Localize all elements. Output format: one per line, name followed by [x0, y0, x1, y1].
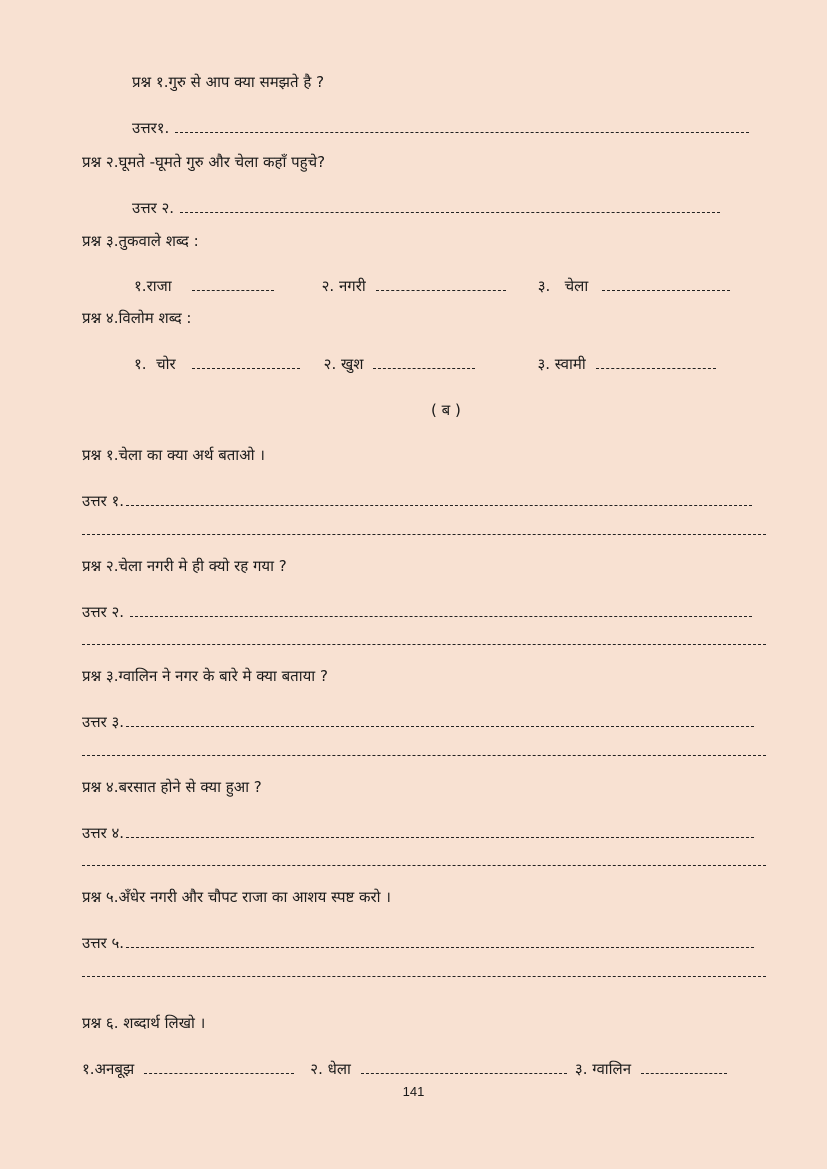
question-b3: प्रश्न ३.ग्वालिन ने नगर के बारे मे क्या बताया ? — [82, 667, 328, 685]
word-meaning-row — [82, 1059, 727, 1079]
section-b-heading: ( ब ) — [431, 401, 461, 419]
answer-blank[interactable] — [596, 368, 716, 369]
answer-line-b5[interactable]: उत्तर ५. — [82, 933, 754, 953]
answer-line-b3[interactable]: उत्तर ३. — [82, 712, 754, 732]
question-a3: प्रश्न ३.तुकवाले शब्द : — [82, 232, 199, 250]
answer-blank[interactable] — [361, 1073, 567, 1074]
answer-blank[interactable] — [130, 616, 752, 617]
answer-blank[interactable] — [144, 1073, 294, 1074]
question-b6: प्रश्न ६. शब्दार्थ लिखो । — [82, 1014, 206, 1032]
answer-blank[interactable] — [192, 290, 274, 291]
answer-blank[interactable] — [180, 212, 720, 213]
answer-line-b4[interactable]: उत्तर ४. — [82, 823, 754, 843]
answer-blank[interactable] — [602, 290, 730, 291]
answer-blank-continuation[interactable] — [82, 644, 766, 645]
word-meaning-item: ३. ग्वालिन — [574, 1060, 632, 1078]
question-b2: प्रश्न २.चेला नगरी मे ही क्यो रह गया ? — [82, 557, 287, 575]
antonym-item: १. चोर — [134, 355, 176, 373]
antonym-item: २. खुश — [323, 355, 364, 373]
question-a2: प्रश्न २.घूमते -घूमते गुरु और चेला कहाँ पहुचे? — [82, 153, 326, 171]
antonym-row — [134, 354, 716, 374]
question-b4: प्रश्न ४.बरसात होने से क्या हुआ ? — [82, 778, 262, 796]
answer-blank[interactable] — [373, 368, 475, 369]
answer-line-a1[interactable]: उत्तर१. — [132, 118, 749, 138]
question-a1: प्रश्न १.गुरु से आप क्या समझते है ? — [132, 73, 325, 91]
answer-blank[interactable] — [126, 726, 754, 727]
rhyme-words-row — [134, 276, 730, 296]
answer-line-b2[interactable]: उत्तर २. — [82, 602, 752, 622]
answer-blank[interactable] — [126, 947, 754, 948]
answer-blank-continuation[interactable] — [82, 755, 766, 756]
page-number: 141 — [402, 1084, 425, 1099]
answer-blank-continuation[interactable] — [82, 865, 766, 866]
answer-blank[interactable] — [641, 1073, 727, 1074]
answer-blank[interactable] — [126, 837, 754, 838]
question-a4: प्रश्न ४.विलोम शब्द : — [82, 309, 192, 327]
antonym-item: ३. स्वामी — [537, 355, 586, 373]
answer-blank[interactable] — [376, 290, 506, 291]
rhyme-item: १.राजा — [134, 277, 172, 295]
answer-line-a2[interactable]: उत्तर २. — [132, 198, 720, 218]
answer-blank-continuation[interactable] — [82, 534, 766, 535]
answer-blank[interactable] — [175, 132, 749, 133]
rhyme-item: ३. चेला — [537, 277, 589, 295]
word-meaning-item: १.अनबूझ — [82, 1060, 135, 1078]
answer-blank-continuation[interactable] — [82, 976, 766, 977]
question-b1: प्रश्न १.चेला का क्या अर्थ बताओ । — [82, 446, 265, 464]
word-meaning-item: २. धेला — [310, 1060, 351, 1078]
question-b5: प्रश्न ५.अँधेर नगरी और चौपट राजा का आशय स्पष्ट करो । — [82, 888, 391, 906]
rhyme-item: २. नगरी — [321, 277, 366, 295]
answer-line-b1[interactable]: उत्तर १. — [82, 491, 752, 511]
answer-blank[interactable] — [126, 505, 752, 506]
answer-blank[interactable] — [192, 368, 300, 369]
